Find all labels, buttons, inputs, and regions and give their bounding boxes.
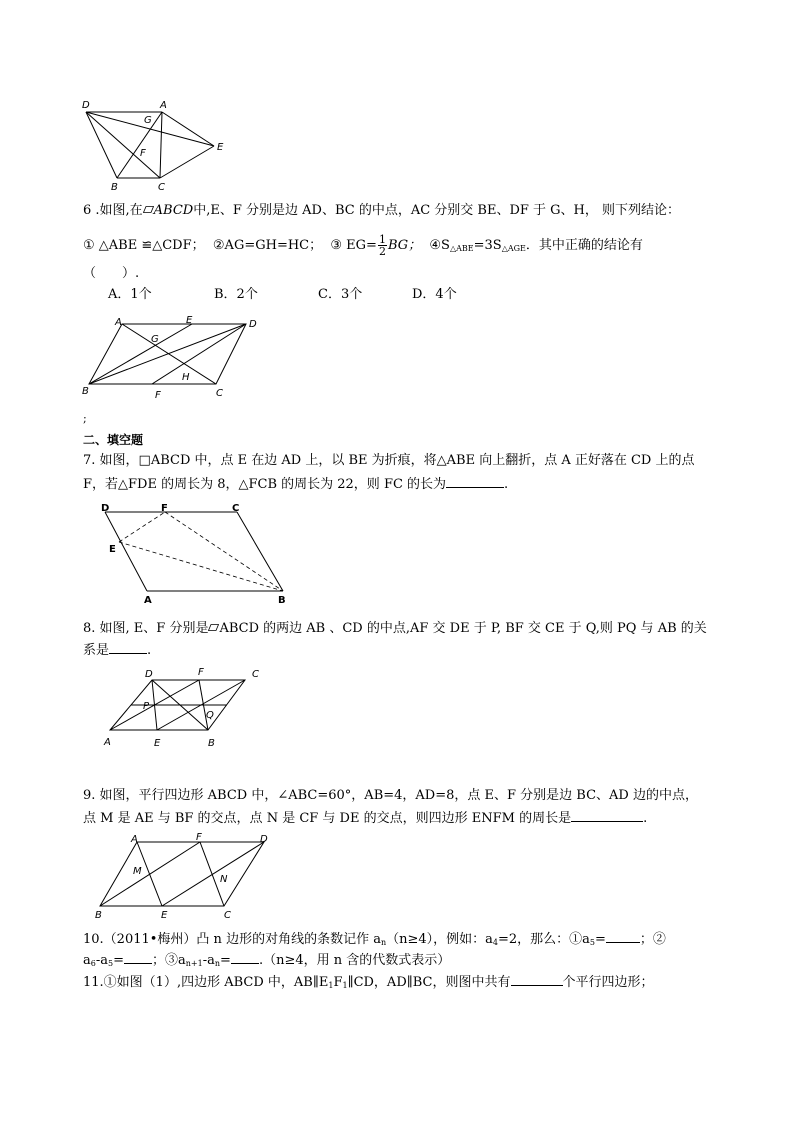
semicolon: ; — [83, 412, 87, 425]
label-B: B — [278, 595, 286, 606]
q7-answer-blank[interactable] — [446, 475, 504, 488]
q10-line1: 10.（2011•梅州）凸 n 边形的对角线的条数记作 $a_n(n\ge 4)$，例如：$a_4=2$，那么：$①a_5=$ ；② — [83, 932, 666, 947]
label-F: F — [196, 832, 202, 843]
label-F: F — [140, 148, 146, 159]
parallelogram-icon — [143, 202, 154, 209]
label-D: D — [82, 100, 90, 111]
label-C: C — [158, 182, 165, 193]
q8-line1: 8. 如图, E、F 分别是 ABCD 的两边 AB 、CD 的中点,AF 交 DE 于 P, BF 交 CE 于 Q,则 PQ 与 AB 的关 — [83, 621, 707, 636]
q6-conclusions: ① △ABE ≌△CDF； ②AG=GH=HC； ③ EG= $\frac{1}{2}$ BG； $④S_{\triangle ABE}=3S_{\triangle AGE}$．其中正确的结论有 — [83, 233, 643, 258]
label-F: F — [161, 503, 168, 514]
q11-answer-blank[interactable] — [511, 973, 563, 986]
q8-line2: 系是 . — [83, 643, 152, 658]
figure-q5 — [80, 98, 240, 198]
label-B: B — [95, 910, 102, 921]
label-A: A — [115, 317, 122, 328]
label-D: D — [145, 669, 153, 680]
label-A: A — [131, 834, 138, 845]
option-a[interactable]: A．1个 — [108, 287, 152, 302]
q7-line1: 7. 如图，□ABCD 中，点 E 在边 AD 上，以 BE 为折痕，将△ABE 向上翻折，点 A 正好落在 CD 上的点 — [83, 453, 695, 468]
label-B: B — [111, 182, 118, 193]
label-D: D — [249, 319, 257, 330]
label-F: F — [155, 390, 161, 401]
label-P: P — [143, 701, 150, 712]
q11-line1: 11.①如图（1）,四边形 ABCD 中，$AB\parallel E_1F_1\parallel CD$，AD∥BC，则图中共有 个平行四边形； — [83, 975, 654, 990]
q9-line1: 9. 如图，平行四边形 ABCD 中，∠ABC=60°，AB=4，AD=8，点 E、F 分别是边 BC、AD 边的中点， — [83, 788, 698, 803]
q9-answer-blank[interactable] — [571, 809, 643, 822]
figure-q9 — [92, 830, 282, 925]
q7-line2: F，若△FDE 的周长为 8，△FCB 的周长为 22，则 FC 的长为 . — [83, 477, 509, 492]
label-A: A — [160, 100, 167, 111]
label-E: E — [161, 910, 168, 921]
parallelogram-icon — [208, 620, 219, 627]
q9-line2: 点 M 是 AE 与 BF 的交点，点 N 是 CF 与 DE 的交点，则四边形 ENFM 的周长是 . — [83, 811, 648, 826]
label-B: B — [82, 386, 89, 397]
label-A: A — [104, 737, 111, 748]
label-C: C — [216, 388, 223, 399]
label-E: E — [186, 315, 193, 326]
label-M: M — [133, 866, 142, 877]
q6-options — [108, 287, 457, 303]
q10-blank-3[interactable] — [231, 951, 259, 964]
label-A: A — [144, 595, 152, 606]
q10-line2: $a_6-a_5=$ ；$③a_{n+1}-a_n= .(n\ge 4$，用 n 含的代数式表示） — [83, 953, 451, 968]
label-B: B — [208, 738, 215, 749]
label-E: E — [109, 544, 116, 555]
label-D: D — [101, 503, 110, 514]
q8-answer-blank[interactable] — [109, 641, 147, 654]
label-D: D — [260, 834, 268, 845]
q6-answer-paren: （ ）. — [83, 266, 140, 281]
option-b[interactable]: B．2个 — [214, 287, 258, 302]
label-G: G — [144, 115, 152, 126]
section-heading-fill-in: 二、填空题 — [83, 433, 144, 447]
label-E: E — [154, 738, 161, 749]
label-C: C — [232, 503, 240, 514]
fraction-one-half: $\frac{1}{2}$ — [378, 233, 386, 258]
label-F: F — [198, 667, 204, 678]
label-G: G — [151, 334, 159, 345]
figure-q7 — [95, 500, 295, 610]
figure-q6 — [82, 312, 267, 407]
q10-blank-2[interactable] — [124, 951, 152, 964]
label-Q: Q — [206, 710, 214, 721]
label-E: E — [217, 142, 224, 153]
label-C: C — [224, 910, 231, 921]
q6-stem-line1: 6 .如图,在 ABCD中,E、F 分别是边 AD、BC 的中点，AC 分别交 BE、DF 于 G、H， 则下列结论： — [83, 203, 681, 218]
option-c[interactable]: C．3个 — [318, 287, 363, 302]
q10-blank-1[interactable] — [606, 930, 640, 943]
option-d[interactable]: D．4个 — [412, 287, 457, 302]
label-N: N — [220, 874, 228, 885]
label-H: H — [182, 372, 190, 383]
figure-q8 — [100, 665, 270, 755]
label-C: C — [252, 669, 259, 680]
